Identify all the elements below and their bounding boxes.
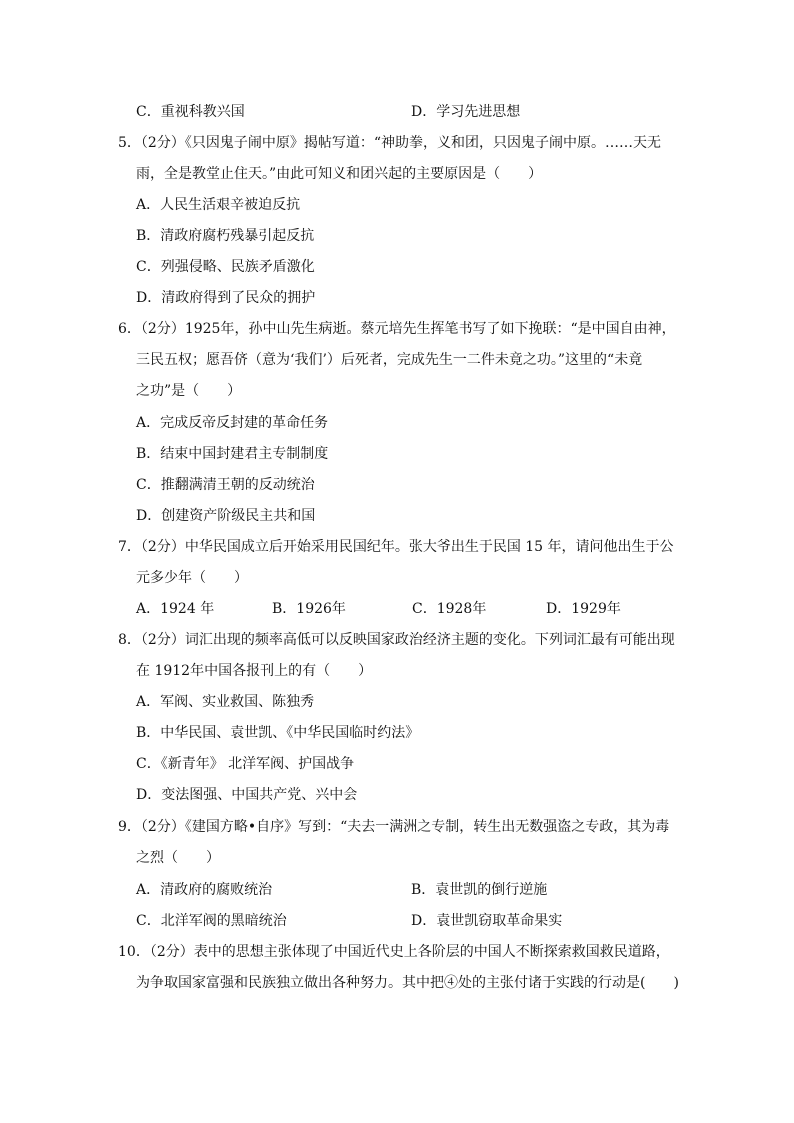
question-10-stem: 10．（2分）表中的思想主张体现了中国近代史上各阶层的中国人不断探索救国救民道路，: [118, 944, 670, 960]
question-8-stem: 8．（2分）词汇出现的频率高低可以反映国家政治经济主题的变化。下列词汇最有可能出现: [118, 632, 675, 648]
question-7-stem: 7．（2分）中华民国成立后开始采用民国纪年。张大爷出生于民国 15 年，请问他出生于公: [118, 539, 674, 555]
option-b[interactable]: B．结束中国封建君主专制制度: [136, 446, 329, 462]
option-c[interactable]: C．1928年: [412, 601, 487, 617]
option-a[interactable]: A．1924 年: [136, 601, 215, 617]
option-c[interactable]: C．重视科教兴国: [136, 104, 245, 120]
option-c[interactable]: C．北洋军阀的黑暗统治: [136, 913, 287, 929]
option-a[interactable]: A．人民生活艰辛被迫反抗: [136, 197, 301, 213]
option-a[interactable]: A．清政府的腐败统治: [136, 882, 273, 898]
option-d[interactable]: D．变法图强、中国共产党、兴中会: [136, 787, 358, 803]
question-6-stem-cont: 之功”是（ ）: [136, 383, 242, 399]
option-d[interactable]: D．袁世凯窃取革命果实: [411, 913, 563, 929]
question-9-stem-cont: 之烈（ ）: [136, 850, 220, 866]
option-b[interactable]: B．中华民国、袁世凯、《中华民国临时约法》: [136, 725, 420, 741]
option-b[interactable]: B．袁世凯的倒行逆施: [411, 882, 548, 898]
question-7-stem-cont: 元多少年（ ）: [136, 570, 248, 586]
question-5-stem-cont: 雨，全是教堂止住天。”由此可知义和团兴起的主要原因是（ ）: [136, 166, 543, 182]
option-a[interactable]: A．完成反帝反封建的革命任务: [136, 415, 329, 431]
option-c[interactable]: C．列强侵略、民族矛盾激化: [136, 259, 315, 275]
question-5-stem: 5．（2分）《只因鬼子闹中原》揭帖写道：“神助拳，义和团，只因鬼子闹中原。……天无: [118, 135, 661, 151]
option-d[interactable]: D．1929年: [546, 601, 621, 617]
option-d[interactable]: D．学习先进思想: [411, 104, 521, 120]
question-6-stem-cont: 三民五权；愿吾侪（意为‘我们’）后死者，完成先生一二件未竟之功。”这里的“未竟: [136, 352, 643, 368]
option-d[interactable]: D．创建资产阶级民主共和国: [136, 508, 316, 524]
question-8-stem-cont: 在 1912年中国各报刊上的有（ ）: [136, 663, 373, 679]
question-9-stem: 9．（2分）《建国方略•自序》写到：“夫去一满洲之专制，转生出无数强盗之专政，其为毒: [118, 819, 670, 835]
question-10-stem-cont: 为争取国家富强和民族独立做出各种努力。其中把④处的主张付诸于实践的行动是( ): [136, 975, 679, 991]
option-b[interactable]: B．1926年: [272, 601, 346, 617]
question-6-stem: 6．（2分）1925年，孙中山先生病逝。蔡元培先生挥笔书写了如下挽联：“是中国自由神，: [118, 321, 676, 337]
option-a[interactable]: A．军阀、实业救国、陈独秀: [136, 694, 315, 710]
option-c[interactable]: C．推翻满清王朝的反动统治: [136, 477, 315, 493]
option-d[interactable]: D．清政府得到了民众的拥护: [136, 290, 316, 306]
option-b[interactable]: B．清政府腐朽残暴引起反抗: [136, 228, 315, 244]
option-c[interactable]: C．《新青年》 北洋军阀、护国战争: [136, 756, 355, 772]
